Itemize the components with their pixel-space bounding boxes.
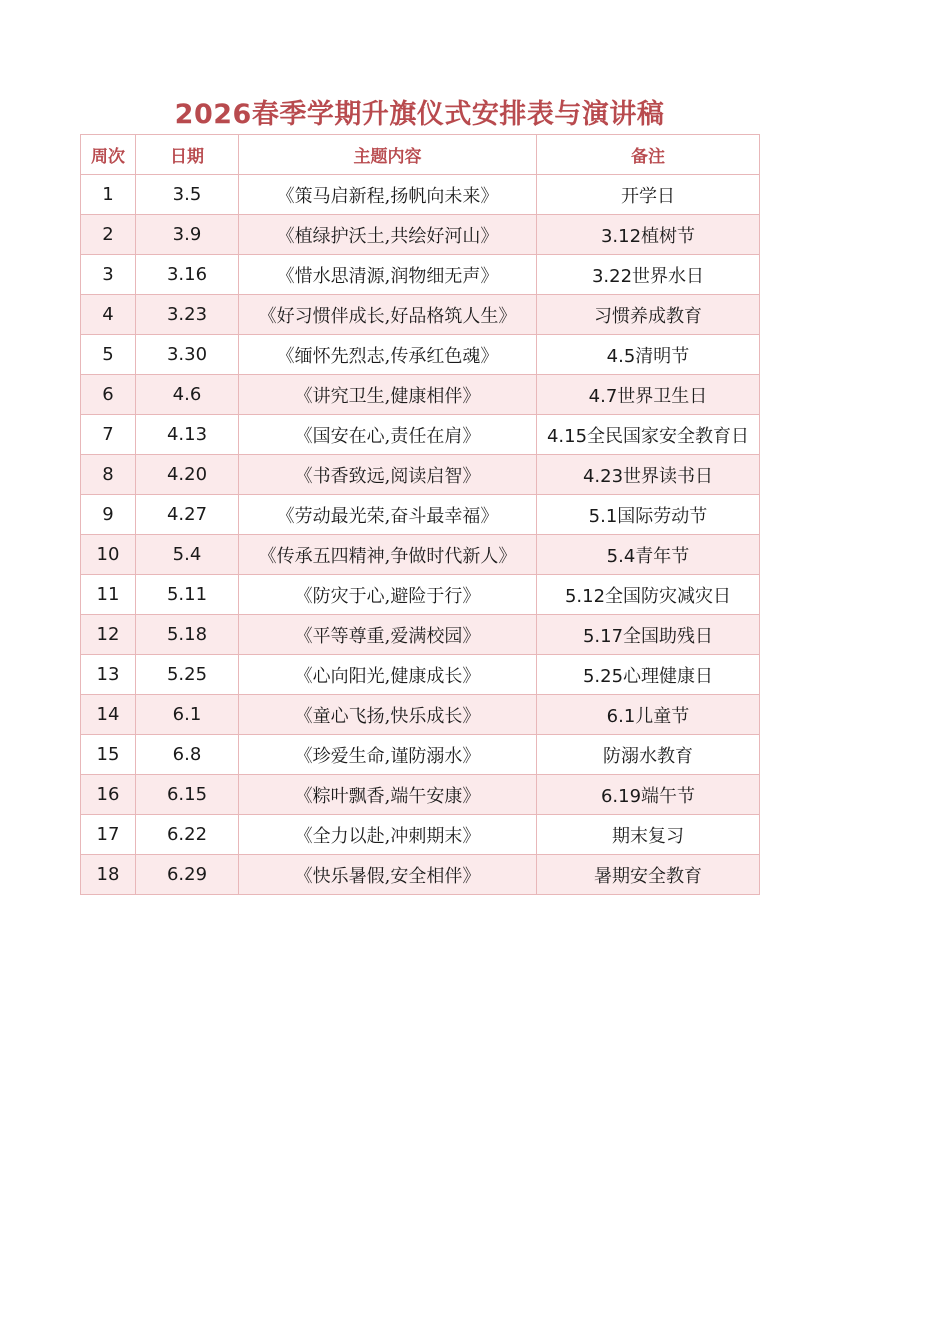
cell-note: 5.1国际劳动节 [537,495,760,535]
cell-theme: 《粽叶飘香,端午安康》 [239,775,537,815]
cell-date: 6.8 [136,735,239,775]
cell-theme: 《植绿护沃土,共绘好河山》 [239,215,537,255]
cell-week: 9 [81,495,136,535]
cell-date: 5.11 [136,575,239,615]
cell-theme: 《书香致远,阅读启智》 [239,455,537,495]
table-row [81,575,760,615]
cell-date: 3.16 [136,255,239,295]
table-row [81,695,760,735]
cell-note: 3.12植树节 [537,215,760,255]
table-row [81,255,760,295]
cell-note: 防溺水教育 [537,735,760,775]
table-row [81,455,760,495]
cell-date: 4.27 [136,495,239,535]
cell-theme: 《惜水思清源,润物细无声》 [239,255,537,295]
cell-note: 期末复习 [537,815,760,855]
table-row [81,815,760,855]
cell-date: 4.6 [136,375,239,415]
cell-week: 18 [81,855,136,895]
cell-week: 5 [81,335,136,375]
cell-theme: 《防灾于心,避险于行》 [239,575,537,615]
cell-date: 6.15 [136,775,239,815]
table-body [81,175,760,895]
cell-theme: 《缅怀先烈志,传承红色魂》 [239,335,537,375]
cell-theme: 《国安在心,责任在肩》 [239,415,537,455]
cell-week: 12 [81,615,136,655]
table-row [81,335,760,375]
cell-date: 3.9 [136,215,239,255]
cell-note: 4.7世界卫生日 [537,375,760,415]
cell-theme: 《童心飞扬,快乐成长》 [239,695,537,735]
cell-week: 15 [81,735,136,775]
cell-note: 6.19端午节 [537,775,760,815]
cell-week: 7 [81,415,136,455]
cell-date: 6.1 [136,695,239,735]
cell-theme: 《好习惯伴成长,好品格筑人生》 [239,295,537,335]
cell-note: 3.22世界水日 [537,255,760,295]
cell-theme: 《心向阳光,健康成长》 [239,655,537,695]
cell-week: 8 [81,455,136,495]
cell-date: 4.13 [136,415,239,455]
table-row [81,775,760,815]
cell-note: 4.15全民国家安全教育日 [537,415,760,455]
header-theme: 主题内容 [239,135,537,175]
cell-theme: 《策马启新程,扬帆向未来》 [239,175,537,215]
page-title: 2026春季学期升旗仪式安排表与演讲稿 [174,99,665,130]
cell-week: 3 [81,255,136,295]
table-row [81,215,760,255]
cell-theme: 《劳动最光荣,奋斗最幸福》 [239,495,537,535]
cell-date: 5.4 [136,535,239,575]
cell-theme: 《全力以赴,冲刺期末》 [239,815,537,855]
cell-date: 4.20 [136,455,239,495]
table-row [81,495,760,535]
cell-theme: 《讲究卫生,健康相伴》 [239,375,537,415]
header-note: 备注 [537,135,760,175]
table-row [81,375,760,415]
cell-date: 3.5 [136,175,239,215]
table-row [81,855,760,895]
header-date: 日期 [136,135,239,175]
cell-note: 4.23世界读书日 [537,455,760,495]
cell-note: 6.1儿童节 [537,695,760,735]
cell-week: 13 [81,655,136,695]
cell-note: 4.5清明节 [537,335,760,375]
cell-note: 5.4青年节 [537,535,760,575]
table-row [81,655,760,695]
cell-theme: 《传承五四精神,争做时代新人》 [239,535,537,575]
cell-date: 3.30 [136,335,239,375]
table-row [81,735,760,775]
cell-date: 6.29 [136,855,239,895]
cell-week: 17 [81,815,136,855]
table-row [81,295,760,335]
cell-week: 16 [81,775,136,815]
table-row [81,535,760,575]
cell-week: 1 [81,175,136,215]
table-row [81,415,760,455]
cell-week: 14 [81,695,136,735]
cell-note: 5.17全国助残日 [537,615,760,655]
header-row [81,135,760,175]
cell-note: 暑期安全教育 [537,855,760,895]
cell-week: 10 [81,535,136,575]
cell-week: 6 [81,375,136,415]
table-row [81,615,760,655]
header-week: 周次 [81,135,136,175]
cell-note: 5.12全国防灾减灾日 [537,575,760,615]
table-row [81,175,760,215]
cell-note: 5.25心理健康日 [537,655,760,695]
cell-week: 4 [81,295,136,335]
cell-theme: 《平等尊重,爱满校园》 [239,615,537,655]
cell-date: 3.23 [136,295,239,335]
cell-theme: 《快乐暑假,安全相伴》 [239,855,537,895]
table-header [81,135,760,175]
cell-date: 5.18 [136,615,239,655]
cell-date: 6.22 [136,815,239,855]
cell-note: 习惯养成教育 [537,295,760,335]
cell-week: 11 [81,575,136,615]
cell-note: 开学日 [537,175,760,215]
schedule-table [80,134,760,895]
cell-date: 5.25 [136,655,239,695]
cell-week: 2 [81,215,136,255]
cell-theme: 《珍爱生命,谨防溺水》 [239,735,537,775]
